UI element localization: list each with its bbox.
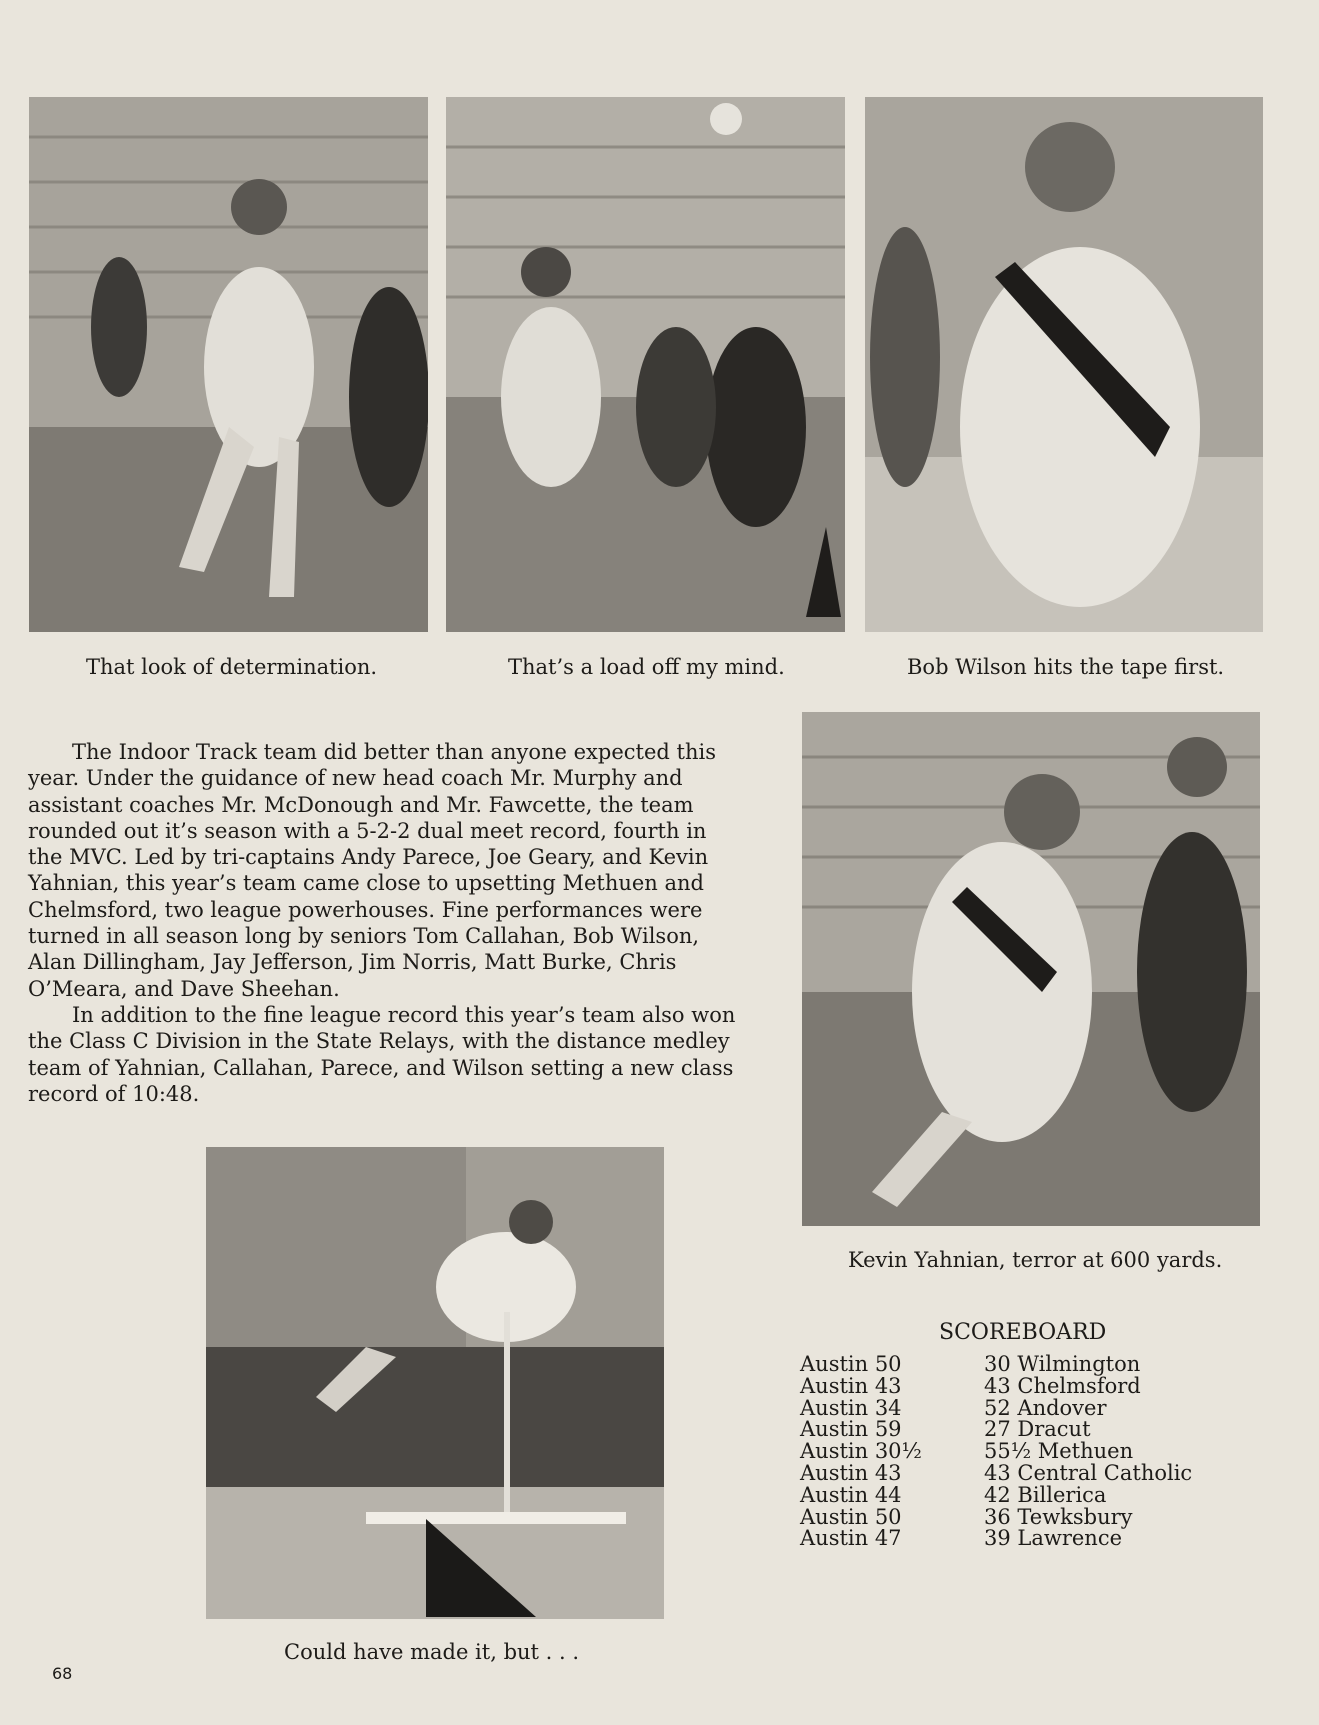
- table-row: [800, 1463, 1192, 1485]
- table-row: [800, 1398, 1192, 1420]
- table-row: [800, 1507, 1192, 1529]
- scoreboard-away-score: 52 Andover: [984, 1395, 1107, 1420]
- scoreboard-home-score: Austin 43: [800, 1460, 902, 1485]
- article-body: [28, 739, 738, 1107]
- scoreboard-home-score: Austin 50: [800, 1504, 902, 1529]
- scoreboard-away-score: 39 Lawrence: [984, 1526, 1123, 1551]
- scoreboard-away-score: 43 Central Catholic: [984, 1460, 1193, 1485]
- scoreboard-home-score: Austin 59: [800, 1417, 902, 1442]
- scoreboard-home-score: Austin 44: [800, 1482, 902, 1507]
- scoreboard-away-score: 43 Chelmsford: [984, 1373, 1141, 1398]
- table-row: [800, 1441, 1192, 1463]
- photo-hurdler: [206, 1147, 664, 1619]
- scoreboard-home-score: Austin 50: [800, 1352, 902, 1376]
- article-paragraph: The Indoor Track team did better than anyone expected this year. Under the guidance of new head coach Mr. Murphy and assistant coaches Mr. McDonough and Mr. Fawcette, the team rounded out it’s season with a 5-2-2 dual meet record, fourth in the MVC. Led by tri-captains Andy Parece, Joe Geary, and Kevin Yahnian, this year’s team came close to upsetting Methuen and Chelmsford, two league powerhouses. Fine performances were turned in all season long by seniors Tom Callahan, Bob Wilson, Alan Dillingham, Jay Jefferson, Jim Norris, Matt Burke, Chris O’Meara, and Dave Sheehan.: [28, 740, 716, 1001]
- table-row: [800, 1376, 1192, 1398]
- table-row: [800, 1528, 1192, 1550]
- scoreboard-home-score: Austin 47: [800, 1526, 902, 1551]
- scoreboard-away-score: 42 Billerica: [984, 1482, 1107, 1507]
- scoreboard-table: [800, 1354, 1192, 1550]
- table-row: [800, 1419, 1192, 1441]
- scoreboard-home-score: Austin 43: [800, 1373, 902, 1398]
- photo-load-off-mind: [446, 97, 845, 632]
- article-paragraph: In addition to the fine league record this year’s team also won the Class C Division in the State Relays, with the distance medley team of Yahnian, Callahan, Parece, and Wilson setting a new class record of 10:48.: [28, 1002, 736, 1106]
- page-number: 68: [52, 1664, 73, 1683]
- table-row: [800, 1354, 1192, 1376]
- caption-photo2: That’s a load off my mind.: [508, 655, 785, 679]
- scoreboard-away-score: 55½ Methuen: [984, 1439, 1134, 1464]
- table-row: [800, 1485, 1192, 1507]
- scoreboard-away-score: 30 Wilmington: [984, 1352, 1141, 1376]
- caption-photo4: Kevin Yahnian, terror at 600 yards.: [848, 1248, 1223, 1272]
- caption-photo3: Bob Wilson hits the tape first.: [907, 655, 1225, 679]
- caption-photo5: Could have made it, but . . .: [284, 1640, 580, 1664]
- photo-bob-wilson: [865, 97, 1263, 632]
- photo-shot-put-determination: [29, 97, 428, 632]
- scoreboard-title: SCOREBOARD: [939, 1320, 1107, 1345]
- scoreboard-away-score: 36 Tewksbury: [984, 1504, 1133, 1529]
- scoreboard-home-score: Austin 30½: [800, 1439, 922, 1464]
- scoreboard-home-score: Austin 34: [800, 1395, 902, 1420]
- photo-kevin-yahnian: [802, 712, 1260, 1226]
- caption-photo1: That look of determination.: [86, 655, 378, 679]
- scoreboard-away-score: 27 Dracut: [984, 1417, 1091, 1442]
